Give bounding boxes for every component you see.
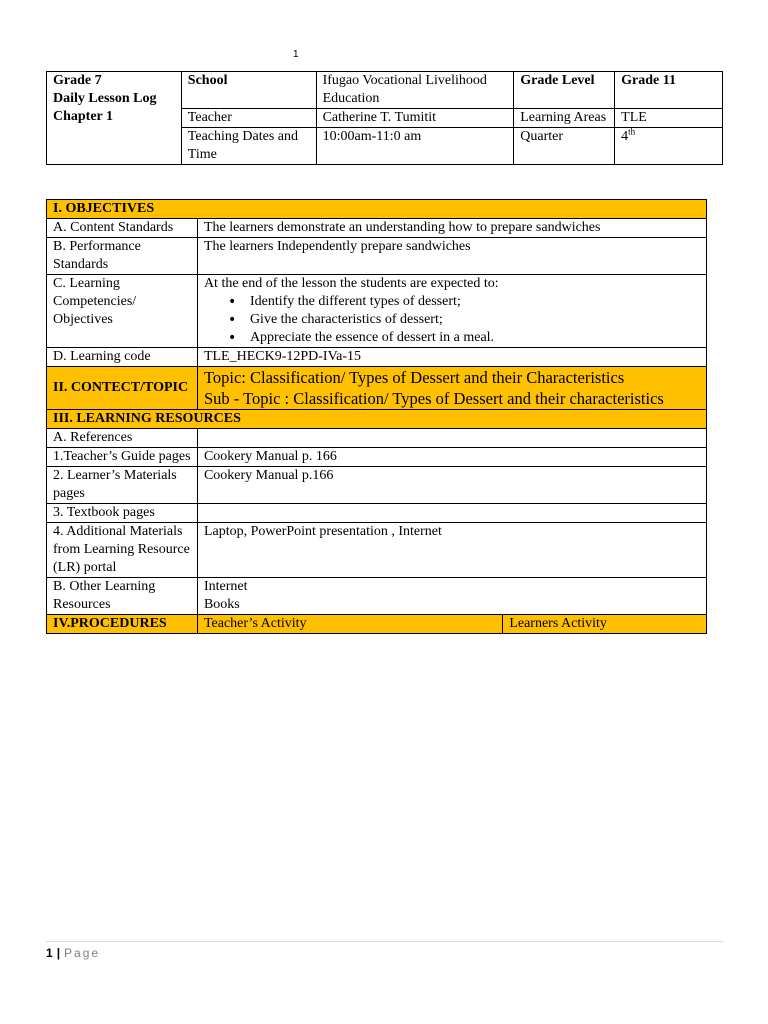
objectives-heading: I. OBJECTIVES: [47, 200, 707, 219]
procedures-label: IV.PROCEDURES: [47, 615, 198, 634]
footer-separator: |: [56, 946, 61, 960]
top-page-number: 1: [293, 49, 299, 60]
additional-materials-row: [47, 523, 707, 578]
learning-code-label: D. Learning code: [47, 348, 198, 367]
learning-code-value: TLE_HECK9-12PD-IVa-15: [197, 348, 706, 367]
other-resources-label: B. Other Learning Resources: [47, 578, 198, 615]
competencies-intro: At the end of the lesson the students are expected to:: [203, 276, 499, 291]
header-table: [46, 71, 723, 165]
references-row: [47, 429, 707, 448]
title-line-chapter: Chapter 1: [53, 109, 114, 124]
resources-heading-row: [47, 410, 707, 429]
learners-materials-value: Cookery Manual p.166: [197, 467, 706, 504]
learner-activity-header: Learners Activity: [503, 615, 707, 634]
teacher-value: Catherine T. Tumitit: [316, 109, 514, 128]
title-line-log: Daily Lesson Log: [53, 91, 157, 106]
objectives-heading-row: [47, 200, 707, 219]
learners-materials-row: [47, 467, 707, 504]
references-label: A. References: [47, 429, 198, 448]
page-footer: [46, 944, 100, 962]
school-label: School: [181, 72, 316, 109]
topic-label: II. CONTECT/TOPIC: [47, 367, 198, 410]
teacher-activity-header: Teacher’s Activity: [197, 615, 502, 634]
quarter-suffix: th: [628, 126, 636, 137]
competencies-row: [47, 275, 707, 348]
textbook-row: [47, 504, 707, 523]
quarter-number: 4: [621, 129, 629, 144]
title-line-grade: Grade 7: [53, 73, 102, 88]
other-resource-item: Internet: [203, 579, 248, 594]
competency-item: • Appreciate the essence of dessert in a meal.: [250, 329, 700, 347]
procedures-row: [47, 615, 707, 634]
additional-materials-label: 4. Additional Materials from Learning Resource (LR) portal: [47, 523, 198, 578]
teachers-guide-value: Cookery Manual p. 166: [197, 448, 706, 467]
competencies-value: [197, 275, 706, 348]
teachers-guide-row: [47, 448, 707, 467]
grade-level-label: Grade Level: [514, 72, 615, 109]
sub-topic-text: Sub - Topic : Classification/ Types of Dessert and their characteristics: [203, 389, 664, 408]
other-resources-value: [197, 578, 706, 615]
textbook-label: 3. Textbook pages: [47, 504, 198, 523]
topic-value: [197, 367, 706, 410]
footer-divider: [46, 941, 723, 942]
performance-standards-value: The learners Independently prepare sandwiches: [197, 238, 706, 275]
content-standards-value: The learners demonstrate an understanding how to prepare sandwiches: [197, 219, 706, 238]
textbook-value: [197, 504, 706, 523]
topic-row: [47, 367, 707, 410]
teaching-dates-label: Teaching Dates and Time: [181, 128, 316, 165]
learning-code-row: [47, 348, 707, 367]
references-value: [197, 429, 706, 448]
resources-heading: III. LEARNING RESOURCES: [47, 410, 707, 429]
teachers-guide-label: 1.Teacher’s Guide pages: [47, 448, 198, 467]
competency-item: • Identify the different types of dessert;: [250, 293, 700, 311]
learning-areas-label: Learning Areas: [514, 109, 615, 128]
content-standards-row: [47, 219, 707, 238]
quarter-value: [615, 128, 723, 165]
grade-level-value: Grade 11: [615, 72, 723, 109]
school-value: Ifugao Vocational Livelihood Education: [316, 72, 514, 109]
competencies-list: [204, 293, 700, 347]
header-row-school: [47, 72, 723, 109]
other-resource-item: Books: [203, 597, 240, 612]
footer-page-number: 1: [46, 946, 53, 960]
content-standards-label: A. Content Standards: [47, 219, 198, 238]
lesson-table: [46, 199, 707, 634]
footer-page-word: Page: [64, 946, 101, 960]
teacher-label: Teacher: [181, 109, 316, 128]
other-resources-row: [47, 578, 707, 615]
additional-materials-value: Laptop, PowerPoint presentation , Internet: [197, 523, 706, 578]
learning-areas-value: TLE: [615, 109, 723, 128]
lesson-log-title: [47, 72, 182, 165]
topic-text: Topic: Classification/ Types of Dessert and their Characteristics: [203, 368, 625, 387]
teaching-dates-value: 10:00am-11:0 am: [316, 128, 514, 165]
competencies-label: C. Learning Competencies/ Objectives: [47, 275, 198, 348]
competency-item: • Give the characteristics of dessert;: [250, 311, 700, 329]
performance-standards-row: [47, 238, 707, 275]
quarter-label: Quarter: [514, 128, 615, 165]
learners-materials-label: 2. Learner’s Materials pages: [47, 467, 198, 504]
performance-standards-label: B. Performance Standards: [47, 238, 198, 275]
